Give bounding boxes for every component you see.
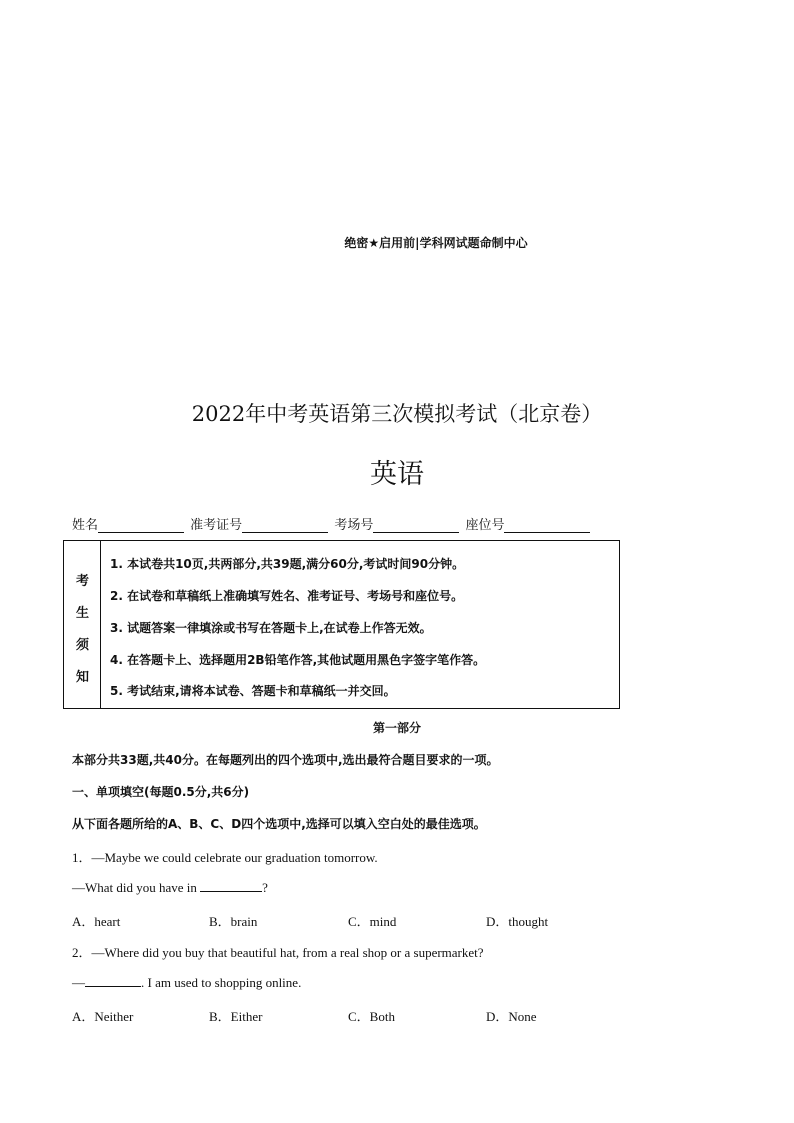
notice-side-char: 考 (75, 574, 89, 589)
notice-rule: 1. 本试卷共10页,共两部分,共39题,满分60分,考试时间90分钟。 (110, 557, 465, 571)
question-1-option-d[interactable]: D．thought (486, 914, 549, 929)
question-1-response-end: ? (262, 880, 268, 895)
question-2-option-a[interactable]: A．Neither (72, 1009, 134, 1024)
question-1-option-c[interactable]: C．mind (348, 914, 397, 929)
notice-side-label (64, 541, 101, 708)
name-label: 姓名 (72, 518, 99, 533)
question-1-option-b[interactable]: B．brain (209, 914, 258, 929)
question-1-prompt: 1．—Maybe we could celebrate our graduation tomorrow. (72, 850, 378, 865)
exam-room-label: 考场号 (334, 518, 374, 533)
question-2-option-b[interactable]: B．Either (209, 1009, 263, 1024)
question-2-response (72, 974, 301, 991)
question-2-response-end: . I am used to shopping online. (141, 975, 302, 990)
question-2-option-d[interactable]: D．None (486, 1009, 537, 1024)
question-1-response (72, 879, 268, 896)
subject-title: 英语 (370, 459, 424, 490)
notice-side-char: 知 (75, 670, 89, 685)
candidate-info-line (72, 514, 592, 533)
confidential-label: 绝密★启用前|学科网试题命制中心 (344, 236, 528, 250)
exam-title: 2022年中考英语第三次模拟考试（北京卷） (191, 402, 603, 426)
question-2-response-start: — (72, 975, 85, 990)
part-one-heading: 第一部分 (372, 721, 421, 735)
section-title: 一、单项填空(每题0.5分,共6分) (72, 785, 250, 799)
notice-rule: 3. 试题答案一律填涂或书写在答题卡上,在试卷上作答无效。 (110, 621, 432, 635)
name-blank[interactable] (98, 519, 184, 533)
exam-room-blank[interactable] (373, 519, 459, 533)
seat-number-blank[interactable] (504, 519, 590, 533)
ticket-number-label: 准考证号 (190, 518, 243, 533)
notice-side-char: 生 (75, 606, 89, 621)
section-instruction: 从下面各题所给的A、B、C、D四个选项中,选择可以填入空白处的最佳选项。 (72, 817, 486, 831)
notice-rule: 5. 考试结束,请将本试卷、答题卡和草稿纸一并交回。 (110, 684, 396, 698)
notice-rule: 4. 在答题卡上、选择题用2B铅笔作答,其他试题用黑色字签字笔作答。 (110, 653, 486, 667)
question-1-blank[interactable] (200, 879, 262, 892)
question-1-response-start: —What did you have in (72, 880, 201, 895)
ticket-number-blank[interactable] (242, 519, 328, 533)
notice-rule: 2. 在试卷和草稿纸上准确填写姓名、准考证号、考场号和座位号。 (110, 589, 464, 603)
part-one-intro: 本部分共33题,共40分。在每题列出的四个选项中,选出最符合题目要求的一项。 (72, 753, 499, 767)
question-1-option-a[interactable]: A．heart (72, 914, 121, 929)
question-2-prompt: 2．—Where did you buy that beautiful hat, from a real shop or a supermarket? (72, 945, 484, 960)
candidate-notice-box (63, 540, 620, 709)
question-2-blank[interactable] (85, 974, 141, 987)
seat-number-label: 座位号 (465, 518, 505, 533)
question-2-option-c[interactable]: C．Both (348, 1009, 395, 1024)
notice-side-char: 须 (75, 638, 89, 653)
